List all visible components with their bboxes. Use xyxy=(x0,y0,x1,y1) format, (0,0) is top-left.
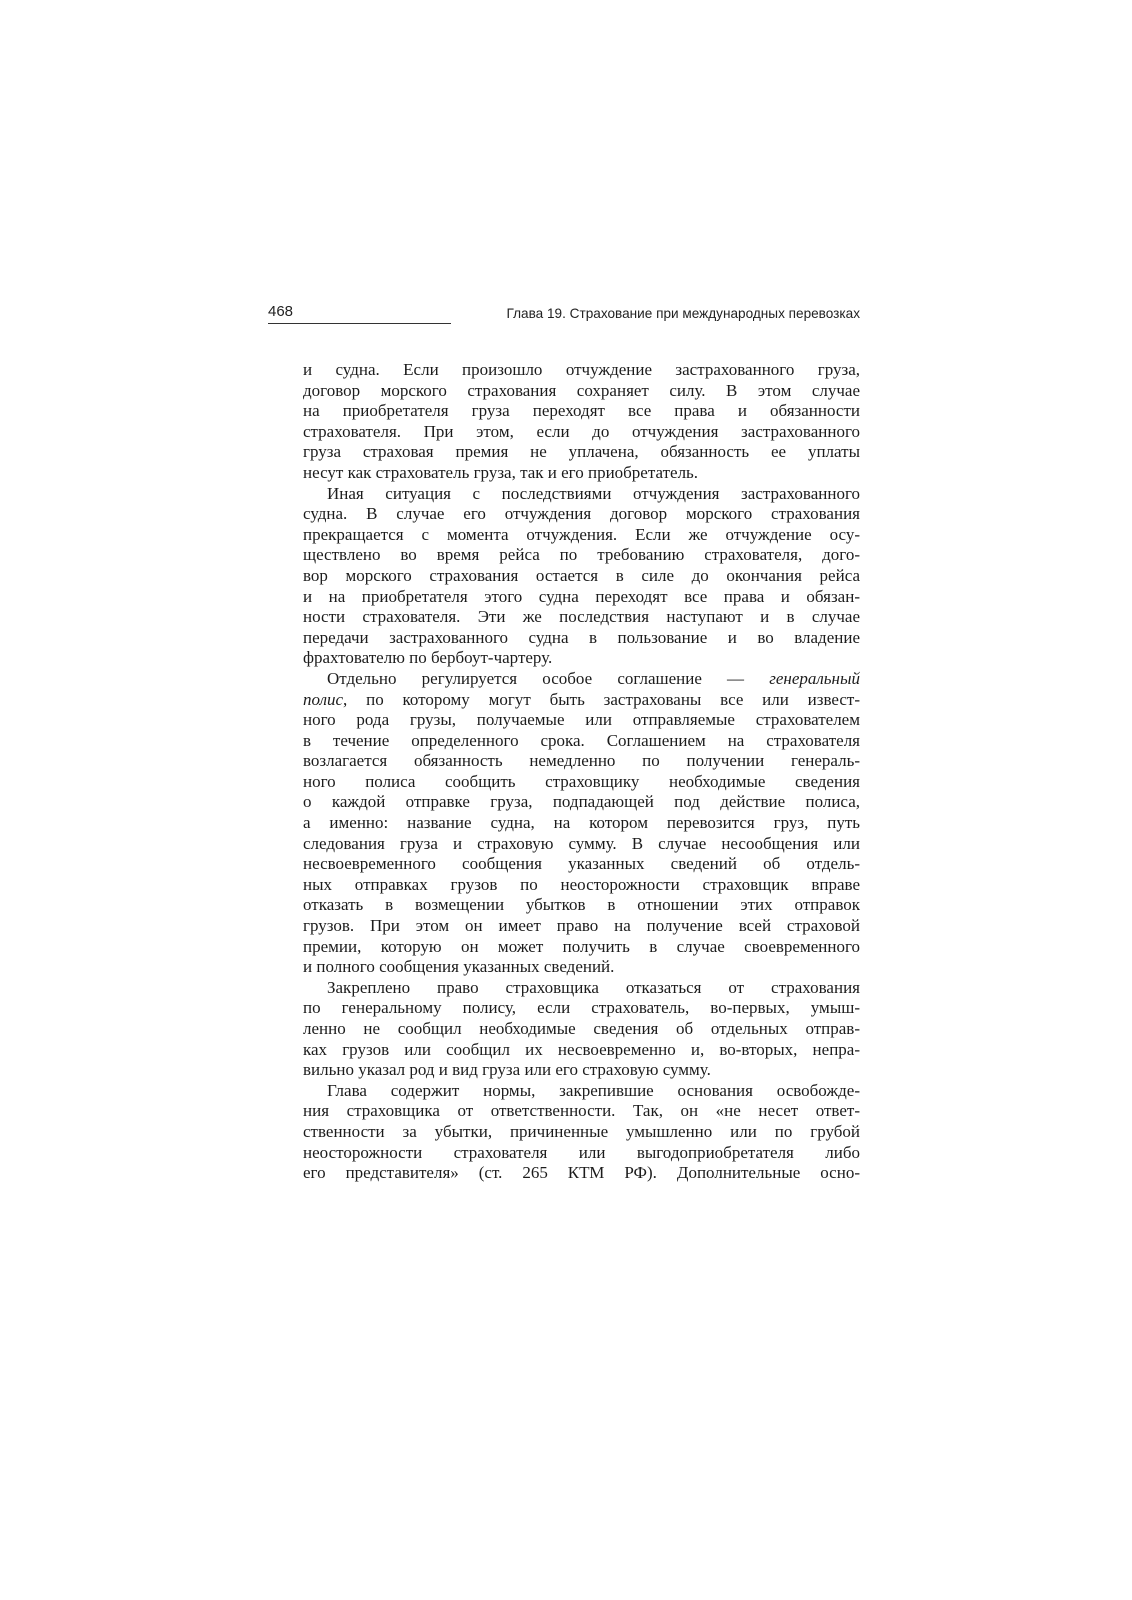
text-line: неосторожности страхователя или выгодоприобретателя либо xyxy=(303,1142,860,1162)
text-line: в течение определенного срока. Соглашением на страхователя xyxy=(303,730,860,750)
text-line: ного полиса сообщить страховщику необходимые сведения xyxy=(303,771,860,791)
text-line xyxy=(303,669,860,690)
paragraph xyxy=(303,1081,860,1184)
paragraph xyxy=(303,360,860,484)
chapter-title: Глава 19. Страхование при международных перевозках xyxy=(506,306,860,321)
text-line: прекращается с момента отчуждения. Если же отчуждение осу- xyxy=(303,524,860,544)
body-text xyxy=(303,360,860,1184)
text-line: договор морского страхования сохраняет силу. В этом случае xyxy=(303,380,860,400)
text-line: ности страхователя. Эти же последствия наступают и в случае xyxy=(303,607,860,627)
text-line: вор морского страхования остается в силе до окончания рейса xyxy=(303,565,860,585)
text-line: на приобретателя груза переходят все права и обязанности xyxy=(303,401,860,421)
text-fragment: Отдельно регулируется особое соглашение — xyxy=(327,668,770,688)
text-line: и на приобретателя этого судна переходят все права и обязан- xyxy=(303,586,860,606)
text-line: и полного сообщения указанных сведений. xyxy=(303,957,615,977)
text-line: возлагается обязанность немедленно по получении генераль- xyxy=(303,751,860,771)
text-line: передачи застрахованного судна в пользование и во владение xyxy=(303,627,860,647)
text-line: и судна. Если произошло отчуждение застрахованного груза, xyxy=(303,360,860,379)
text-line: его представителя» (ст. 265 КТМ РФ). Дополнительные осно- xyxy=(303,1163,860,1183)
text-line: Закреплено право страховщика отказаться от страхования xyxy=(327,977,860,997)
text-line: ного рода грузы, получаемые или отправляемые страхователем xyxy=(303,710,860,730)
header-rule xyxy=(268,323,451,324)
text-line: грузов. При этом он имеет право на получение всей страховой xyxy=(303,916,860,936)
text-line xyxy=(303,690,860,711)
text-line: груза страховая премия не уплачена, обязанность ее уплаты xyxy=(303,442,860,462)
text-line: ственности за убытки, причиненные умышленно или по грубой xyxy=(303,1121,860,1141)
text-line: ния страховщика от ответственности. Так, он «не несет ответ- xyxy=(303,1101,860,1121)
text-line: вильно указал род и вид груза или его страховую сумму. xyxy=(303,1060,711,1080)
text-line: премии, которую он может получить в случае своевременного xyxy=(303,936,860,956)
text-line: Глава содержит нормы, закрепившие основания освобожде- xyxy=(327,1080,860,1100)
paragraph xyxy=(303,978,860,1081)
italic-term: генеральный xyxy=(769,668,860,688)
text-line: отказать в возмещении убытков в отношении этих отправок xyxy=(303,895,860,915)
text-line: по генеральному полису, если страхователь, во-первых, умыш- xyxy=(303,998,860,1018)
text-line: страхователя. При этом, если до отчуждения застрахованного xyxy=(303,421,860,441)
text-line: несут как страхователь груза, так и его приобретатель. xyxy=(303,462,699,482)
text-line: ществлено во время рейса по требованию страхователя, дого- xyxy=(303,545,860,565)
paragraph xyxy=(303,484,860,669)
italic-term: полис xyxy=(303,689,344,709)
text-line: следования груза и страховую сумму. В случае несообщения или xyxy=(303,833,860,853)
text-line: судна. В случае его отчуждения договор морского страхования xyxy=(303,504,860,524)
text-line: ленно не сообщил необходимые сведения об отдельных отправ- xyxy=(303,1019,860,1038)
text-line: несвоевременного сообщения указанных сведений об отдель- xyxy=(303,854,860,874)
text-line: ных отправках грузов по неосторожности страховщик вправе xyxy=(303,874,860,894)
text-line: о каждой отправке груза, подпадающей под действие полиса, xyxy=(303,792,860,812)
text-fragment: , по которому могут быть застрахованы все или извест- xyxy=(343,689,860,709)
text-line: а именно: название судна, на котором перевозится груз, путь xyxy=(303,813,860,833)
text-line: ках грузов или сообщил их несвоевременно и, во-вторых, непра- xyxy=(303,1039,860,1059)
text-line: фрахтователю по бербоут-чартеру. xyxy=(303,648,553,668)
paragraph xyxy=(303,669,860,978)
page-number: 468 xyxy=(268,303,294,320)
text-line: Иная ситуация с последствиями отчуждения застрахованного xyxy=(327,483,860,503)
running-head xyxy=(268,303,860,327)
